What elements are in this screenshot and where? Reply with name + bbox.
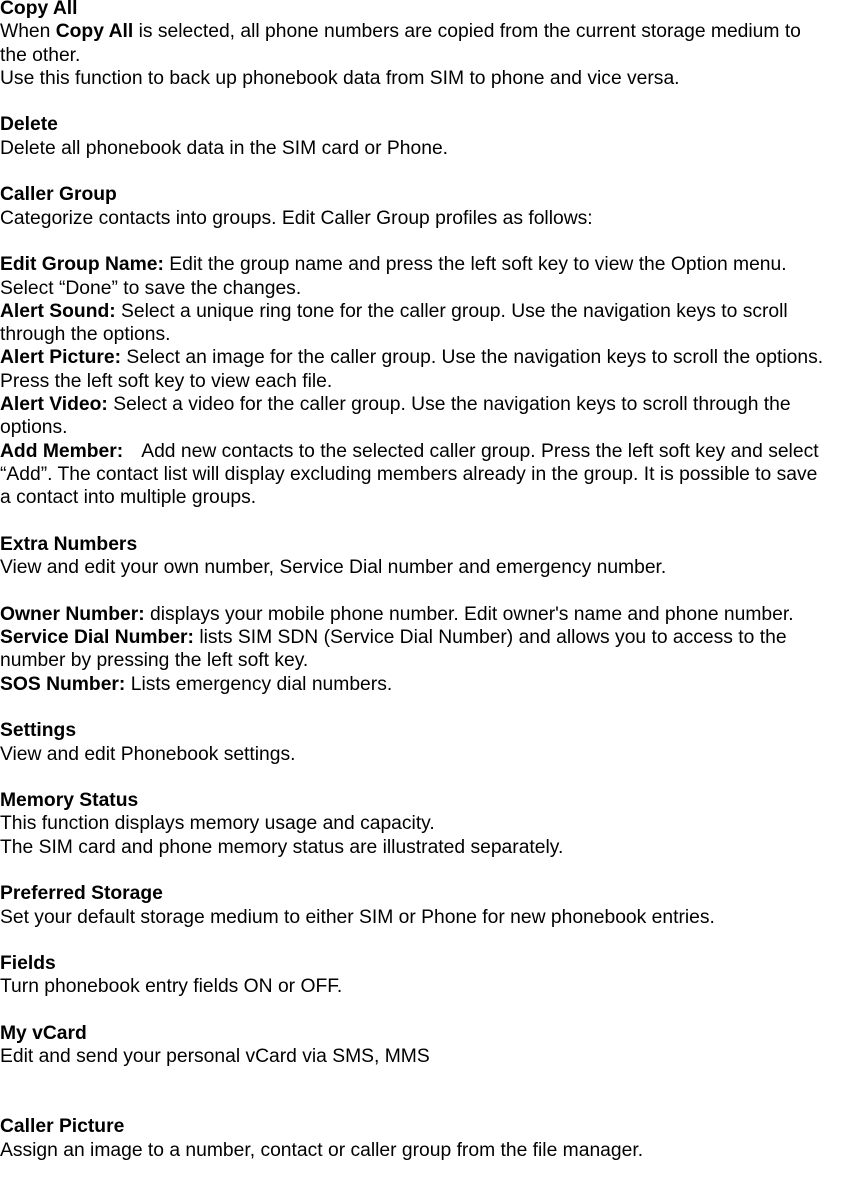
option-text: Select a video for the caller group. Use the navigation keys to scroll through the bbox=[107, 394, 791, 416]
section-delete bbox=[0, 113, 862, 160]
fields-text: Turn phonebook entry fields ON or OFF. bbox=[0, 976, 343, 998]
copy-all-text: When bbox=[0, 21, 56, 43]
section-fields bbox=[0, 952, 862, 999]
caller-picture-text: Assign an image to a number, contact or caller group from the file manager. bbox=[0, 1139, 644, 1161]
extra-numbers-intro: View and edit your own number, Service Dial number and emergency number. bbox=[0, 557, 667, 579]
section-preferred-storage bbox=[0, 882, 862, 929]
option-text: Edit the group name and press the left soft key to view the Option menu. bbox=[163, 254, 787, 276]
copy-all-text: is selected, all phone numbers are copied from the current storage medium to bbox=[133, 21, 801, 43]
option-sos-number bbox=[0, 673, 862, 696]
option-label: Alert Picture: bbox=[0, 347, 122, 369]
option-label: Alert Sound: bbox=[0, 300, 116, 322]
option-text-continued: Press the left soft key to view each file. bbox=[0, 370, 333, 392]
copy-all-line-2: the other. bbox=[0, 44, 81, 66]
option-add-member bbox=[0, 440, 862, 463]
heading-copy-all: Copy All bbox=[0, 0, 78, 19]
heading-caller-picture: Caller Picture bbox=[0, 1116, 125, 1138]
section-caller-picture bbox=[0, 1115, 862, 1162]
option-label: Add Member: bbox=[0, 440, 124, 462]
option-owner-number bbox=[0, 603, 862, 626]
heading-fields: Fields bbox=[0, 953, 56, 975]
option-text: Add new contacts to the selected caller group. Press the left soft key and select bbox=[141, 440, 819, 462]
section-settings bbox=[0, 719, 862, 766]
my-vcard-text: Edit and send your personal vCard via SMS, MMS bbox=[0, 1046, 430, 1068]
option-label: Service Dial Number: bbox=[0, 627, 194, 649]
option-service-dial-number bbox=[0, 626, 862, 649]
heading-delete: Delete bbox=[0, 114, 58, 136]
option-text: Select a unique ring tone for the caller group. Use the navigation keys to scroll bbox=[115, 300, 788, 322]
option-label: Owner Number: bbox=[0, 603, 145, 625]
option-text-continued: through the options. bbox=[0, 324, 171, 346]
caller-group-intro: Categorize contacts into groups. Edit Caller Group profiles as follows: bbox=[0, 207, 593, 229]
option-alert-sound bbox=[0, 300, 862, 323]
option-text-continued: “Add”. The contact list will display excluding members already in the group. It is possible to save bbox=[0, 463, 818, 485]
option-text-continued: number by pressing the left soft key. bbox=[0, 650, 309, 672]
section-extra-numbers bbox=[0, 533, 862, 580]
heading-preferred-storage: Preferred Storage bbox=[0, 883, 163, 905]
option-edit-group-name bbox=[0, 253, 862, 276]
section-my-vcard bbox=[0, 1022, 862, 1069]
copy-all-line-3: Use this function to back up phonebook data from SIM to phone and vice versa. bbox=[0, 67, 680, 89]
settings-text: View and edit Phonebook settings. bbox=[0, 743, 296, 765]
memory-status-line-1: This function displays memory usage and capacity. bbox=[0, 813, 435, 835]
section-caller-group-options bbox=[0, 253, 862, 509]
option-text-continued: Select “Done” to save the changes. bbox=[0, 277, 302, 299]
section-copy-all bbox=[0, 0, 862, 90]
section-memory-status bbox=[0, 789, 862, 859]
heading-settings: Settings bbox=[0, 720, 77, 742]
delete-text: Delete all phonebook data in the SIM card or Phone. bbox=[0, 137, 449, 159]
option-label: SOS Number: bbox=[0, 673, 126, 695]
option-alert-video bbox=[0, 393, 862, 416]
copy-all-line-1 bbox=[0, 20, 862, 43]
memory-status-line-2: The SIM card and phone memory status are illustrated separately. bbox=[0, 836, 564, 858]
option-label: Edit Group Name: bbox=[0, 254, 164, 276]
heading-caller-group: Caller Group bbox=[0, 184, 117, 206]
option-label: Alert Video: bbox=[0, 394, 108, 416]
option-text: displays your mobile phone number. Edit owner's name and phone number. bbox=[144, 603, 794, 625]
option-text: Lists emergency dial numbers. bbox=[125, 673, 393, 695]
heading-extra-numbers: Extra Numbers bbox=[0, 533, 138, 555]
option-text: lists SIM SDN (Service Dial Number) and allows you to access to the bbox=[193, 627, 787, 649]
copy-all-bold-term: Copy All bbox=[55, 21, 134, 43]
heading-memory-status: Memory Status bbox=[0, 790, 139, 812]
heading-my-vcard: My vCard bbox=[0, 1023, 87, 1045]
preferred-storage-text: Set your default storage medium to either SIM or Phone for new phonebook entries. bbox=[0, 906, 715, 928]
option-alert-picture bbox=[0, 346, 862, 369]
section-caller-group bbox=[0, 183, 862, 230]
option-text-continued: a contact into multiple groups. bbox=[0, 487, 257, 509]
option-text: Select an image for the caller group. Use the navigation keys to scroll the options. bbox=[121, 347, 824, 369]
section-extra-numbers-options bbox=[0, 603, 862, 696]
option-text-continued: options. bbox=[0, 417, 68, 439]
